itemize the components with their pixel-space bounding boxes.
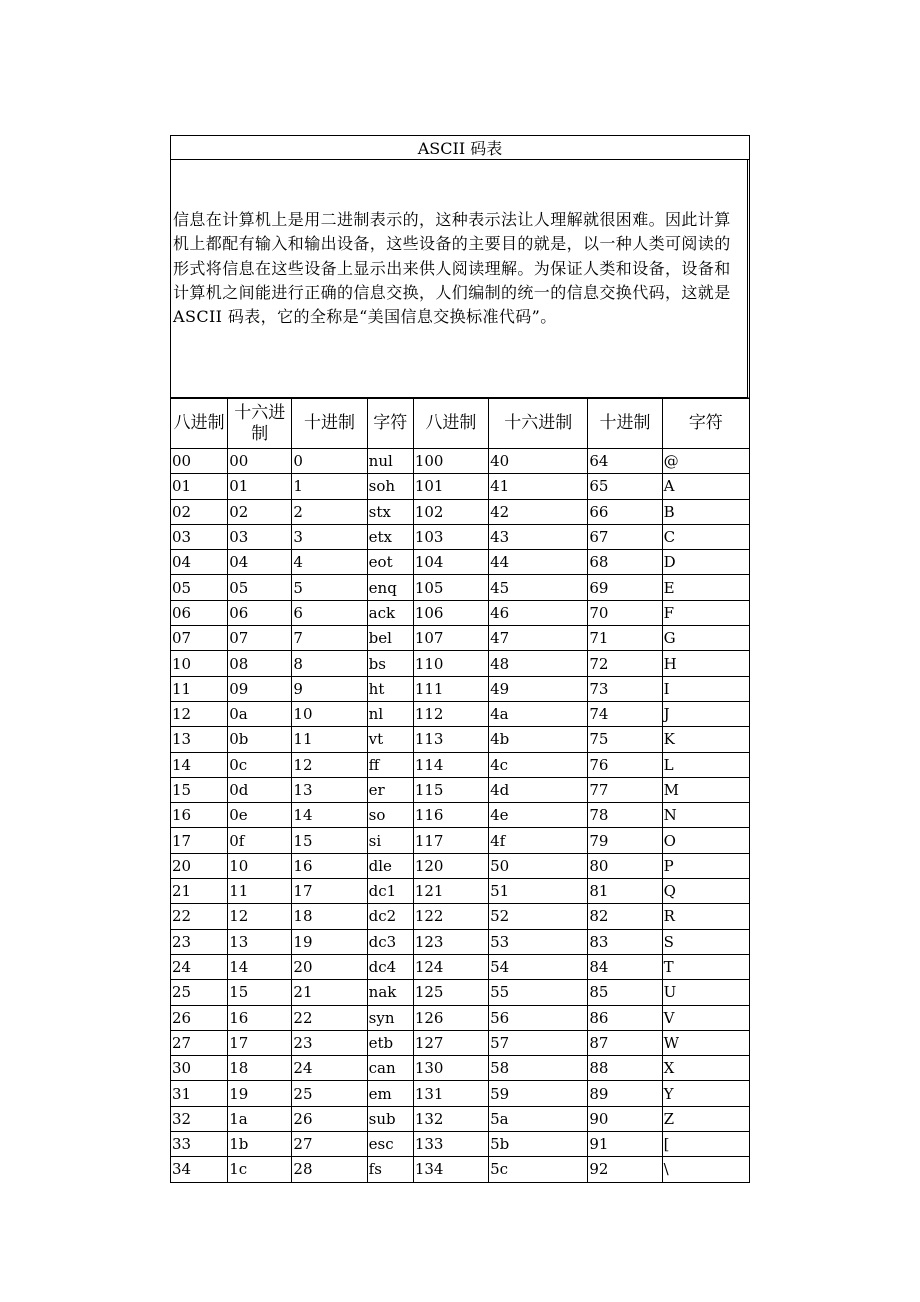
cell-octal-2: 106 — [413, 600, 488, 625]
cell-char: em — [367, 1081, 413, 1106]
cell-hex: 0a — [228, 701, 292, 726]
cell-char: esc — [367, 1132, 413, 1157]
table-row — [171, 727, 750, 752]
cell-octal: 20 — [171, 853, 228, 878]
cell-octal-2: 116 — [413, 803, 488, 828]
table-row — [171, 752, 750, 777]
cell-char: dc2 — [367, 904, 413, 929]
cell-decimal-2: 79 — [588, 828, 662, 853]
header-octal-2: 八进制 — [413, 399, 488, 449]
cell-char-2: @ — [662, 449, 749, 474]
cell-hex-2: 51 — [489, 879, 588, 904]
cell-char: syn — [367, 1005, 413, 1030]
cell-octal-2: 112 — [413, 701, 488, 726]
table-row — [171, 626, 750, 651]
cell-hex-2: 41 — [489, 474, 588, 499]
cell-decimal: 7 — [292, 626, 367, 651]
cell-char: eot — [367, 550, 413, 575]
cell-hex: 13 — [228, 929, 292, 954]
cell-char: vt — [367, 727, 413, 752]
cell-char: nul — [367, 449, 413, 474]
cell-octal-2: 113 — [413, 727, 488, 752]
cell-octal: 34 — [171, 1157, 228, 1182]
cell-hex-2: 55 — [489, 980, 588, 1005]
cell-decimal: 24 — [292, 1056, 367, 1081]
cell-decimal-2: 87 — [588, 1030, 662, 1055]
cell-decimal: 12 — [292, 752, 367, 777]
table-row — [171, 954, 750, 979]
cell-char-2: B — [662, 499, 749, 524]
cell-decimal-2: 80 — [588, 853, 662, 878]
cell-hex-2: 58 — [489, 1056, 588, 1081]
cell-char-2: A — [662, 474, 749, 499]
cell-octal-2: 110 — [413, 651, 488, 676]
cell-char-2: E — [662, 575, 749, 600]
table-row — [171, 1106, 750, 1131]
cell-octal-2: 120 — [413, 853, 488, 878]
cell-decimal: 26 — [292, 1106, 367, 1131]
cell-char-2: C — [662, 524, 749, 549]
cell-octal: 01 — [171, 474, 228, 499]
cell-decimal-2: 68 — [588, 550, 662, 575]
cell-octal-2: 105 — [413, 575, 488, 600]
cell-hex: 03 — [228, 524, 292, 549]
cell-decimal: 16 — [292, 853, 367, 878]
cell-decimal-2: 82 — [588, 904, 662, 929]
cell-octal-2: 133 — [413, 1132, 488, 1157]
cell-hex-2: 4e — [489, 803, 588, 828]
table-row — [171, 1056, 750, 1081]
table-row — [171, 879, 750, 904]
cell-hex: 17 — [228, 1030, 292, 1055]
cell-char-2: S — [662, 929, 749, 954]
cell-decimal-2: 70 — [588, 600, 662, 625]
cell-octal-2: 100 — [413, 449, 488, 474]
cell-decimal: 3 — [292, 524, 367, 549]
cell-decimal: 9 — [292, 676, 367, 701]
cell-char: er — [367, 777, 413, 802]
cell-octal: 16 — [171, 803, 228, 828]
cell-char: etx — [367, 524, 413, 549]
cell-char: nak — [367, 980, 413, 1005]
cell-octal-2: 127 — [413, 1030, 488, 1055]
cell-octal: 02 — [171, 499, 228, 524]
cell-decimal-2: 90 — [588, 1106, 662, 1131]
cell-octal-2: 114 — [413, 752, 488, 777]
cell-char-2: O — [662, 828, 749, 853]
cell-decimal-2: 81 — [588, 879, 662, 904]
cell-octal: 21 — [171, 879, 228, 904]
cell-decimal: 2 — [292, 499, 367, 524]
table-row — [171, 904, 750, 929]
cell-char: dc4 — [367, 954, 413, 979]
cell-decimal-2: 71 — [588, 626, 662, 651]
cell-decimal-2: 92 — [588, 1157, 662, 1182]
table-row — [171, 449, 750, 474]
cell-octal: 05 — [171, 575, 228, 600]
cell-decimal: 1 — [292, 474, 367, 499]
cell-octal-2: 107 — [413, 626, 488, 651]
cell-octal-2: 102 — [413, 499, 488, 524]
cell-decimal: 6 — [292, 600, 367, 625]
cell-octal: 11 — [171, 676, 228, 701]
cell-decimal-2: 65 — [588, 474, 662, 499]
cell-decimal-2: 73 — [588, 676, 662, 701]
cell-char: fs — [367, 1157, 413, 1182]
table-row — [171, 600, 750, 625]
cell-octal: 00 — [171, 449, 228, 474]
cell-char-2: D — [662, 550, 749, 575]
cell-char-2: R — [662, 904, 749, 929]
cell-char-2: V — [662, 1005, 749, 1030]
cell-decimal-2: 83 — [588, 929, 662, 954]
header-char: 字符 — [367, 399, 413, 449]
cell-hex: 01 — [228, 474, 292, 499]
cell-decimal-2: 74 — [588, 701, 662, 726]
cell-hex: 12 — [228, 904, 292, 929]
cell-hex: 06 — [228, 600, 292, 625]
cell-hex: 07 — [228, 626, 292, 651]
cell-hex-2: 4a — [489, 701, 588, 726]
cell-hex-2: 5a — [489, 1106, 588, 1131]
cell-octal-2: 123 — [413, 929, 488, 954]
cell-hex: 10 — [228, 853, 292, 878]
header-decimal: 十进制 — [292, 399, 367, 449]
cell-hex-2: 52 — [489, 904, 588, 929]
cell-octal: 32 — [171, 1106, 228, 1131]
cell-octal: 06 — [171, 600, 228, 625]
cell-decimal: 19 — [292, 929, 367, 954]
cell-octal: 26 — [171, 1005, 228, 1030]
cell-hex: 1c — [228, 1157, 292, 1182]
table-row — [171, 651, 750, 676]
cell-octal: 24 — [171, 954, 228, 979]
cell-decimal: 14 — [292, 803, 367, 828]
cell-hex-2: 4c — [489, 752, 588, 777]
cell-octal-2: 132 — [413, 1106, 488, 1131]
cell-decimal-2: 91 — [588, 1132, 662, 1157]
cell-hex-2: 47 — [489, 626, 588, 651]
ascii-sheet — [170, 135, 750, 1183]
cell-char: ht — [367, 676, 413, 701]
cell-char: etb — [367, 1030, 413, 1055]
table-row — [171, 1157, 750, 1182]
cell-hex: 00 — [228, 449, 292, 474]
cell-char-2: T — [662, 954, 749, 979]
cell-hex-2: 44 — [489, 550, 588, 575]
cell-hex: 04 — [228, 550, 292, 575]
cell-hex-2: 54 — [489, 954, 588, 979]
cell-decimal-2: 77 — [588, 777, 662, 802]
table-row — [171, 676, 750, 701]
cell-decimal-2: 69 — [588, 575, 662, 600]
cell-octal-2: 111 — [413, 676, 488, 701]
cell-char: bs — [367, 651, 413, 676]
table-row — [171, 853, 750, 878]
table-row — [171, 524, 750, 549]
cell-hex-2: 4b — [489, 727, 588, 752]
cell-hex: 08 — [228, 651, 292, 676]
cell-char-2: X — [662, 1056, 749, 1081]
cell-hex-2: 46 — [489, 600, 588, 625]
cell-decimal-2: 89 — [588, 1081, 662, 1106]
cell-decimal: 10 — [292, 701, 367, 726]
cell-octal-2: 101 — [413, 474, 488, 499]
table-row — [171, 550, 750, 575]
cell-hex-2: 5c — [489, 1157, 588, 1182]
cell-hex: 0f — [228, 828, 292, 853]
table-row — [171, 1030, 750, 1055]
cell-octal-2: 125 — [413, 980, 488, 1005]
cell-hex-2: 43 — [489, 524, 588, 549]
cell-decimal: 27 — [292, 1132, 367, 1157]
cell-octal: 14 — [171, 752, 228, 777]
cell-octal: 13 — [171, 727, 228, 752]
cell-hex: 1a — [228, 1106, 292, 1131]
cell-octal-2: 117 — [413, 828, 488, 853]
cell-hex: 0c — [228, 752, 292, 777]
cell-char-2: P — [662, 853, 749, 878]
cell-hex-2: 45 — [489, 575, 588, 600]
cell-char-2: U — [662, 980, 749, 1005]
table-body — [171, 449, 750, 1183]
cell-decimal: 8 — [292, 651, 367, 676]
cell-char-2: N — [662, 803, 749, 828]
cell-decimal-2: 64 — [588, 449, 662, 474]
cell-hex: 05 — [228, 575, 292, 600]
table-row — [171, 499, 750, 524]
cell-char-2: Z — [662, 1106, 749, 1131]
cell-hex: 14 — [228, 954, 292, 979]
cell-char: so — [367, 803, 413, 828]
cell-decimal: 0 — [292, 449, 367, 474]
cell-octal: 30 — [171, 1056, 228, 1081]
cell-decimal: 15 — [292, 828, 367, 853]
cell-decimal-2: 76 — [588, 752, 662, 777]
cell-char: si — [367, 828, 413, 853]
table-row — [171, 474, 750, 499]
cell-hex-2: 4d — [489, 777, 588, 802]
header-hex-2: 十六进制 — [489, 399, 588, 449]
cell-char-2: F — [662, 600, 749, 625]
cell-octal-2: 131 — [413, 1081, 488, 1106]
cell-char-2: Q — [662, 879, 749, 904]
cell-hex: 0e — [228, 803, 292, 828]
cell-decimal-2: 86 — [588, 1005, 662, 1030]
cell-char: nl — [367, 701, 413, 726]
cell-octal: 31 — [171, 1081, 228, 1106]
header-octal: 八进制 — [171, 399, 228, 449]
cell-hex-2: 48 — [489, 651, 588, 676]
cell-char: enq — [367, 575, 413, 600]
cell-decimal: 28 — [292, 1157, 367, 1182]
cell-hex-2: 57 — [489, 1030, 588, 1055]
cell-decimal-2: 78 — [588, 803, 662, 828]
cell-octal-2: 104 — [413, 550, 488, 575]
table-row — [171, 1132, 750, 1157]
cell-octal: 22 — [171, 904, 228, 929]
cell-octal-2: 130 — [413, 1056, 488, 1081]
cell-octal: 07 — [171, 626, 228, 651]
intro-paragraph: 信息在计算机上是用二进制表示的，这种表示法让人理解就很困难。因此计算机上都配有输入和输出设备，这些设备的主要目的就是，以一种人类可阅读的形式将信息在这些设备上显示出来供人阅读理解。为保证人类和设备，设备和计算机之间能进行正确的信息交换，人们编制的统一的信息交换代码，这就是 ASCII 码表，它的全称是“美国信息交换标准代码”。 — [170, 160, 750, 398]
table-row — [171, 1005, 750, 1030]
header-hex: 十六进制 — [228, 399, 292, 449]
cell-char-2: H — [662, 651, 749, 676]
table-row — [171, 929, 750, 954]
cell-hex-2: 5b — [489, 1132, 588, 1157]
cell-decimal-2: 75 — [588, 727, 662, 752]
cell-decimal: 20 — [292, 954, 367, 979]
cell-octal: 12 — [171, 701, 228, 726]
cell-hex: 0d — [228, 777, 292, 802]
cell-hex-2: 42 — [489, 499, 588, 524]
cell-octal: 17 — [171, 828, 228, 853]
cell-octal: 23 — [171, 929, 228, 954]
cell-char: can — [367, 1056, 413, 1081]
cell-hex: 16 — [228, 1005, 292, 1030]
cell-octal: 15 — [171, 777, 228, 802]
cell-char: ff — [367, 752, 413, 777]
cell-decimal: 18 — [292, 904, 367, 929]
page-title: ASCII 码表 — [170, 135, 750, 160]
cell-decimal: 25 — [292, 1081, 367, 1106]
cell-char: dc3 — [367, 929, 413, 954]
cell-hex: 1b — [228, 1132, 292, 1157]
cell-hex: 09 — [228, 676, 292, 701]
cell-decimal: 11 — [292, 727, 367, 752]
cell-decimal: 21 — [292, 980, 367, 1005]
cell-decimal-2: 66 — [588, 499, 662, 524]
cell-hex: 18 — [228, 1056, 292, 1081]
table-row — [171, 803, 750, 828]
cell-decimal: 5 — [292, 575, 367, 600]
cell-char: soh — [367, 474, 413, 499]
cell-char: ack — [367, 600, 413, 625]
cell-char-2: [ — [662, 1132, 749, 1157]
table-row — [171, 980, 750, 1005]
cell-decimal: 23 — [292, 1030, 367, 1055]
cell-char-2: K — [662, 727, 749, 752]
cell-char-2: M — [662, 777, 749, 802]
cell-char-2: I — [662, 676, 749, 701]
cell-octal: 25 — [171, 980, 228, 1005]
cell-octal: 10 — [171, 651, 228, 676]
cell-char-2: L — [662, 752, 749, 777]
table-row — [171, 828, 750, 853]
cell-char: dle — [367, 853, 413, 878]
table-row — [171, 701, 750, 726]
cell-hex-2: 59 — [489, 1081, 588, 1106]
cell-hex-2: 40 — [489, 449, 588, 474]
cell-octal-2: 115 — [413, 777, 488, 802]
cell-char: stx — [367, 499, 413, 524]
cell-octal: 33 — [171, 1132, 228, 1157]
cell-octal-2: 103 — [413, 524, 488, 549]
cell-decimal-2: 72 — [588, 651, 662, 676]
cell-hex-2: 50 — [489, 853, 588, 878]
cell-char-2: W — [662, 1030, 749, 1055]
cell-decimal-2: 84 — [588, 954, 662, 979]
cell-char: dc1 — [367, 879, 413, 904]
cell-hex: 11 — [228, 879, 292, 904]
cell-hex-2: 53 — [489, 929, 588, 954]
cell-decimal: 22 — [292, 1005, 367, 1030]
cell-octal: 04 — [171, 550, 228, 575]
cell-hex-2: 56 — [489, 1005, 588, 1030]
table-row — [171, 777, 750, 802]
table-row — [171, 1081, 750, 1106]
table-header-row — [171, 399, 750, 449]
cell-char: sub — [367, 1106, 413, 1131]
cell-decimal-2: 85 — [588, 980, 662, 1005]
cell-decimal: 17 — [292, 879, 367, 904]
cell-char-2: J — [662, 701, 749, 726]
cell-hex: 15 — [228, 980, 292, 1005]
cell-hex-2: 49 — [489, 676, 588, 701]
cell-octal-2: 121 — [413, 879, 488, 904]
cell-octal-2: 126 — [413, 1005, 488, 1030]
cell-hex-2: 4f — [489, 828, 588, 853]
cell-octal-2: 122 — [413, 904, 488, 929]
cell-decimal-2: 67 — [588, 524, 662, 549]
header-char-2: 字符 — [662, 399, 749, 449]
cell-octal: 03 — [171, 524, 228, 549]
cell-octal: 27 — [171, 1030, 228, 1055]
cell-octal-2: 134 — [413, 1157, 488, 1182]
header-decimal-2: 十进制 — [588, 399, 662, 449]
cell-hex: 02 — [228, 499, 292, 524]
cell-char-2: G — [662, 626, 749, 651]
cell-hex: 19 — [228, 1081, 292, 1106]
cell-decimal: 4 — [292, 550, 367, 575]
cell-char-2: \ — [662, 1157, 749, 1182]
ascii-table — [170, 398, 750, 1183]
cell-char: bel — [367, 626, 413, 651]
cell-char-2: Y — [662, 1081, 749, 1106]
cell-decimal-2: 88 — [588, 1056, 662, 1081]
table-row — [171, 575, 750, 600]
cell-octal-2: 124 — [413, 954, 488, 979]
cell-hex: 0b — [228, 727, 292, 752]
cell-decimal: 13 — [292, 777, 367, 802]
